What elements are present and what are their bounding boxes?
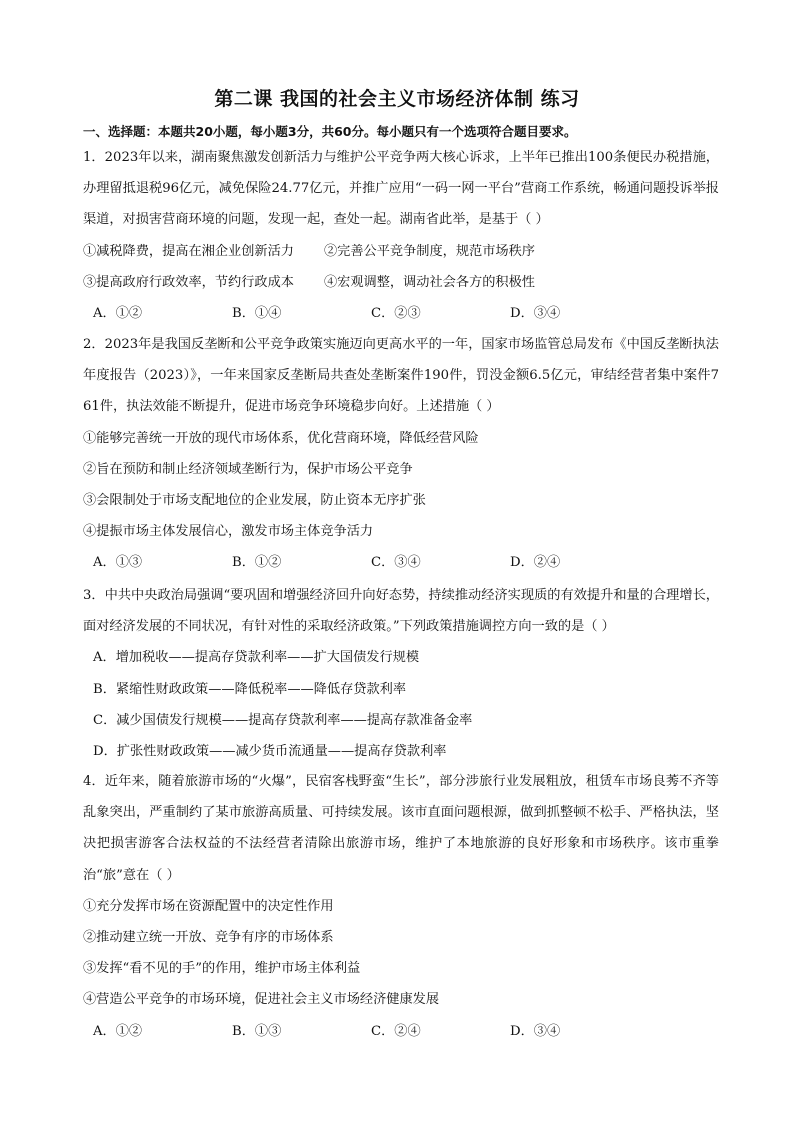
choice-a[interactable]: A．①②	[93, 1023, 143, 1039]
statement: ④宏观调整，调动社会各方的积极性	[324, 274, 535, 290]
choice-d[interactable]: D．②④	[510, 555, 561, 571]
choice-b[interactable]: B．①②	[232, 555, 282, 571]
statement: ④提振市场主体发展信心，激发市场主体竞争活力	[83, 524, 374, 540]
statement: ③发挥“看不见的手”的作用，维护市场主体利益	[83, 961, 361, 977]
question-1	[83, 142, 719, 329]
question-stem: 2．2023年是我国反垄断和公平竞争政策实施迈向更高水平的一年，国家市场监管总局发布《中国反垄断执法年度报告（2023）》，一年来国家反垄断局共查处垄断案件190件，罚没金额6.5亿元，审结经营者集中案件761件，执法效能不断提升，促进市场竞争环境稳步向好。上述措施（ ）	[83, 337, 719, 415]
question-2	[83, 329, 719, 579]
statement-row	[83, 267, 719, 298]
statement: ②旨在预防和制止经济领域垄断行为，保护市场公平竞争	[83, 461, 413, 477]
statement-row	[83, 236, 719, 267]
question-4	[83, 766, 719, 1047]
choice-d[interactable]: D．扩张性财政政策——减少货币流通量——提高存贷款利率	[93, 744, 447, 760]
statement: ①充分发挥市场在资源配置中的决定性作用	[83, 898, 334, 914]
page-title: 第二课 我国的社会主义市场经济体制 练习	[214, 88, 580, 110]
answer-choices	[83, 547, 719, 578]
question-stem: 3．中共中央政治局强调“要巩固和增强经济回升向好态势，持续推动经济实现质的有效提升和量的合理增长，面对经济发展的不同状况，有针对性的采取经济政策。”下列政策措施调控方向一致的是（ ）	[83, 588, 719, 635]
choice-b[interactable]: B．①③	[232, 1023, 282, 1039]
answer-choices	[83, 298, 719, 329]
statement: ②完善公平竞争制度，规范市场秩序	[324, 243, 535, 259]
answer-choices	[83, 1016, 719, 1047]
choice-c[interactable]: C．减少国债发行规模——提高存贷款利率——提高存款准备金率	[93, 712, 473, 728]
choice-a[interactable]: A．增加税收——提高存贷款利率——扩大国债发行规模	[93, 650, 420, 666]
choice-b[interactable]: B．①④	[232, 306, 282, 322]
choice-c[interactable]: C．②④	[371, 1023, 421, 1039]
choice-d[interactable]: D．③④	[510, 306, 561, 322]
choice-a[interactable]: A．①②	[93, 306, 143, 322]
question-stem: 1．2023年以来，湖南聚焦激发创新活力与维护公平竞争两大核心诉求，上半年已推出100条便民办税措施，办理留抵退税96亿元，减免保险24.77亿元，并推广应用“一码一网一平台”营商工作系统，畅通问题投诉举报渠道，对损害营商环境的问题，发现一起，查处一起。湖南省此举，是基于（ ）	[83, 150, 719, 228]
statement: ④营造公平竞争的市场环境，促进社会主义市场经济健康发展	[83, 992, 440, 1008]
statement: ③提高政府行政效率，节约行政成本	[83, 274, 294, 290]
statement: ①能够完善统一开放的现代市场体系，优化营商环境，降低经营风险	[83, 430, 479, 446]
statement: ③会限制处于市场支配地位的企业发展，防止资本无序扩张	[83, 493, 426, 509]
question-3	[83, 580, 719, 767]
choice-b[interactable]: B．紧缩性财政政策——降低税率——降低存贷款利率	[93, 681, 407, 697]
statement: ②推动建立统一开放、竞争有序的市场体系	[83, 930, 334, 946]
statement: ①减税降费，提高在湘企业创新活力	[83, 243, 294, 259]
choice-c[interactable]: C．②③	[371, 306, 421, 322]
choice-d[interactable]: D．③④	[510, 1023, 561, 1039]
choice-a[interactable]: A．①③	[93, 555, 143, 571]
choice-c[interactable]: C．③④	[371, 555, 421, 571]
question-stem: 4．近年来，随着旅游市场的“火爆”，民宿客栈野蛮“生长”，部分涉旅行业发展粗放，租赁车市场良莠不齐等乱象突出，严重制约了某市旅游高质量、可持续发展。该市直面问题根源，做到抓整顿不松手、严格执法，坚决把损害游客合法权益的不法经营者清除出旅游市场，维护了本地旅游的良好形象和市场秩序。该市重拳治“旅”意在（ ）	[83, 774, 719, 883]
section-heading: 一、选择题：本题共20小题，每小题3分，共60分。每小题只有一个选项符合题目要求。	[83, 124, 577, 139]
